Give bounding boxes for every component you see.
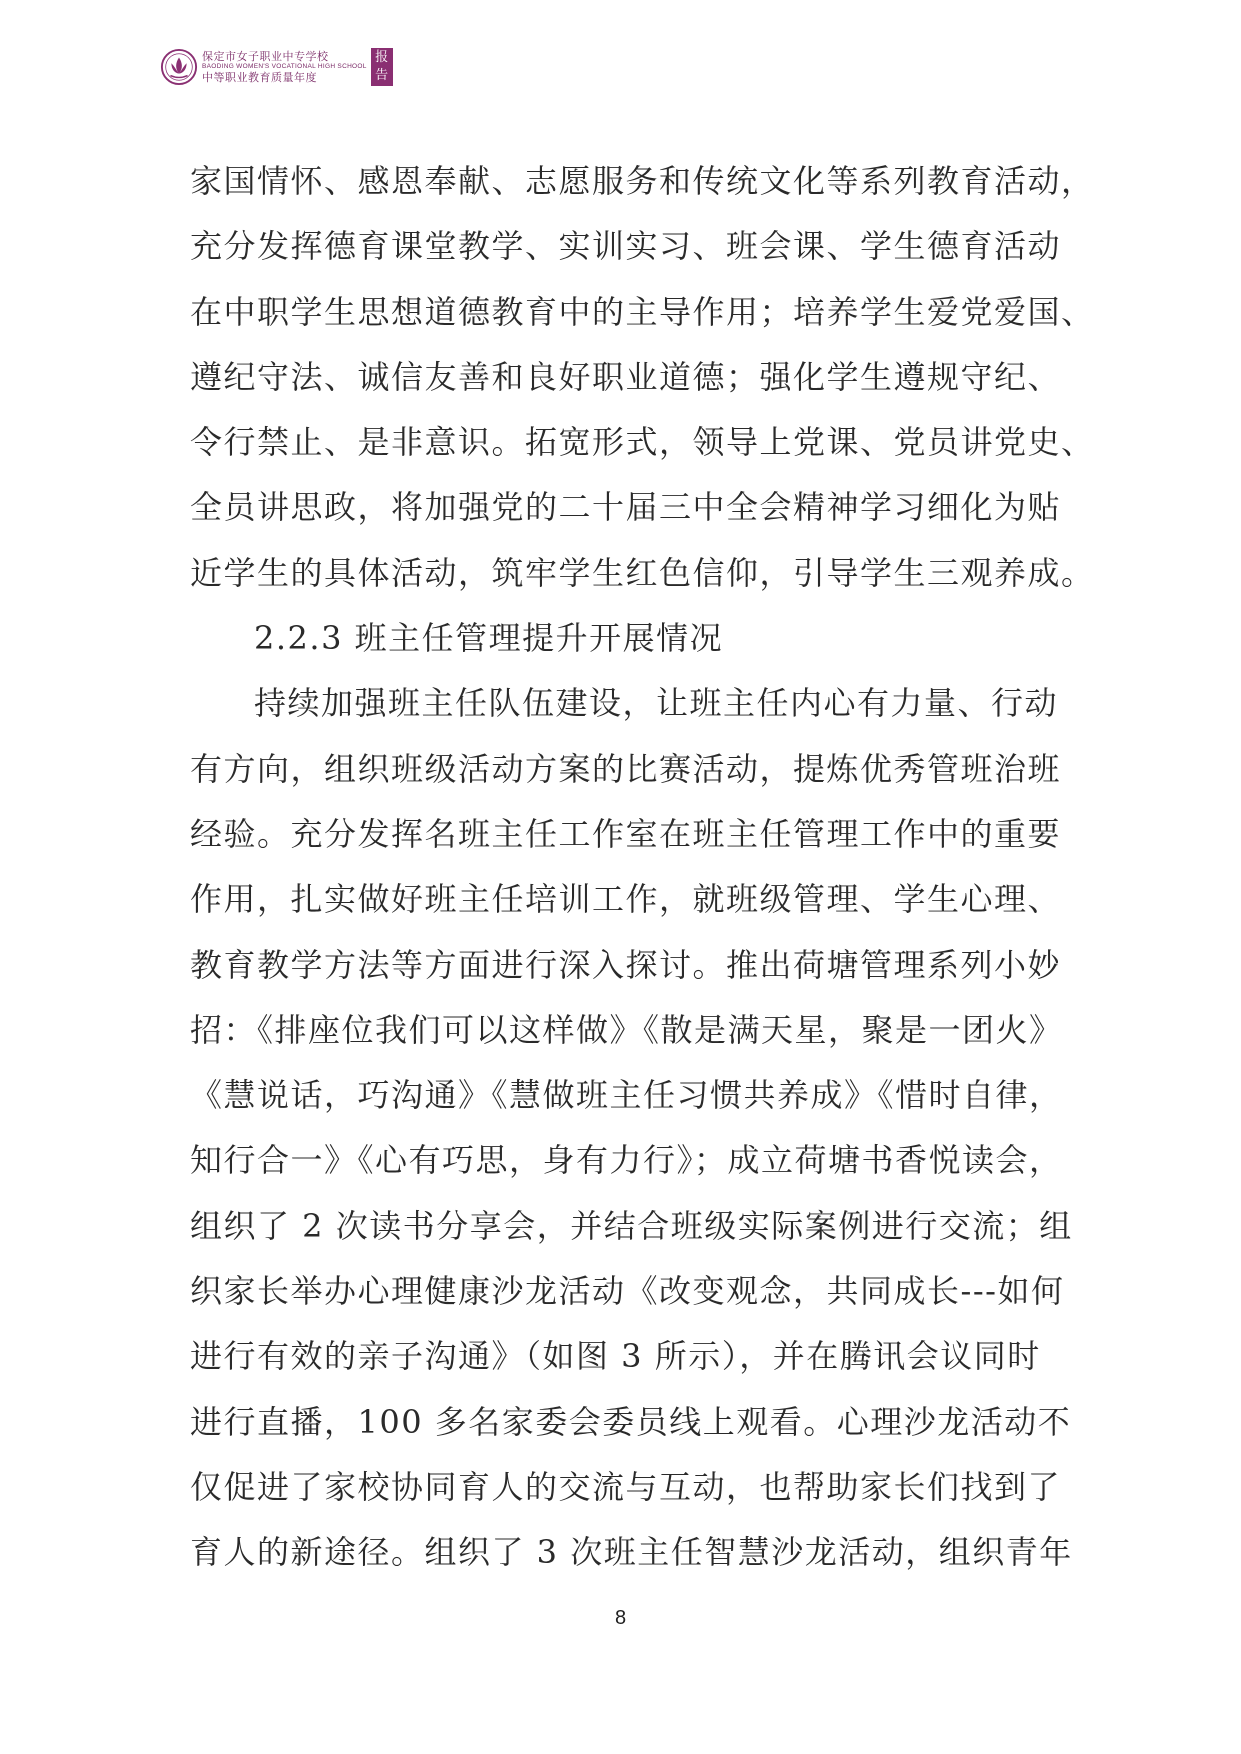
page-header xyxy=(160,44,490,90)
body-line: 家国情怀、感恩奉献、志愿服务和传统文化等系列教育活动， xyxy=(190,162,1095,200)
body-line: 进行直播，100 多名家委会委员线上观看。心理沙龙活动不 xyxy=(190,1402,1072,1441)
body-line: 招：《排座位我们可以这样做》《散是满天星，聚是一团火》 xyxy=(190,1010,1063,1049)
body-line: 2.2.3 班主任管理提升开展情况 xyxy=(254,619,724,658)
body-line: 作用，扎实做好班主任培训工作，就班级管理、学生心理、 xyxy=(190,880,1062,919)
lotus-emblem-icon xyxy=(160,48,198,86)
body-line: 组织了 2 次读书分享会，并结合班级实际案例进行交流；组 xyxy=(190,1206,1073,1245)
body-line: 全员讲思政，将加强党的二十届三中全会精神学习细化为贴 xyxy=(190,488,1062,527)
body-line: 经验。充分发挥名班主任工作室在班主任管理工作中的重要 xyxy=(190,814,1062,853)
body-line: 《慧说话，巧沟通》《慧做班主任习惯共养成》《惜时自律， xyxy=(190,1076,1063,1115)
body-line: 织家长举办心理健康沙龙活动《改变观念，共同成长---如何 xyxy=(190,1272,1065,1311)
body-line: 教育教学方法等方面进行深入探讨。推出荷塘管理系列小妙 xyxy=(190,945,1062,984)
report-title: 中等职业教育质量年度 xyxy=(202,71,317,85)
body-line: 育人的新途径。组织了 3 次班主任智慧沙龙活动，组织青年 xyxy=(190,1533,1073,1572)
body-line: 在中职学生思想道德教育中的主导作用；培养学生爱党爱国、 xyxy=(190,292,1095,331)
body-line: 有方向，组织班级活动方案的比赛活动，提炼优秀管班治班 xyxy=(190,749,1062,788)
school-name: 保定市女子职业中专学校 xyxy=(202,49,329,63)
body-text xyxy=(190,149,1095,1586)
body-line: 遵纪守法、诚信友善和良好职业道德；强化学生遵规守纪、 xyxy=(190,357,1062,396)
body-line: 充分发挥德育课堂教学、实训实习、班会课、学生德育活动 xyxy=(190,227,1062,266)
page-number: 8 xyxy=(614,1607,627,1629)
report-badge-label: 报 告 xyxy=(375,50,389,83)
report-badge xyxy=(371,48,393,86)
body-line: 进行有效的亲子沟通》（如图 3 所示），并在腾讯会议同时 xyxy=(190,1337,1041,1376)
body-line: 仅促进了家校协同育人的交流与互动，也帮助家长们找到了 xyxy=(190,1467,1062,1506)
school-name-en: BAODING WOMEN'S VOCATIONAL HIGH SCHOOL xyxy=(202,62,367,70)
school-title-block xyxy=(202,51,367,84)
body-line: 令行禁止、是非意识。拓宽形式，领导上党课、党员讲党史、 xyxy=(190,423,1095,462)
body-line: 近学生的具体活动，筑牢学生红色信仰，引导学生三观养成。 xyxy=(190,553,1095,592)
body-line: 持续加强班主任队伍建设，让班主任内心有力量、行动 xyxy=(254,684,1059,723)
body-line: 知行合一》《心有巧思，身有力行》；成立荷塘书香悦读会， xyxy=(190,1141,1063,1180)
